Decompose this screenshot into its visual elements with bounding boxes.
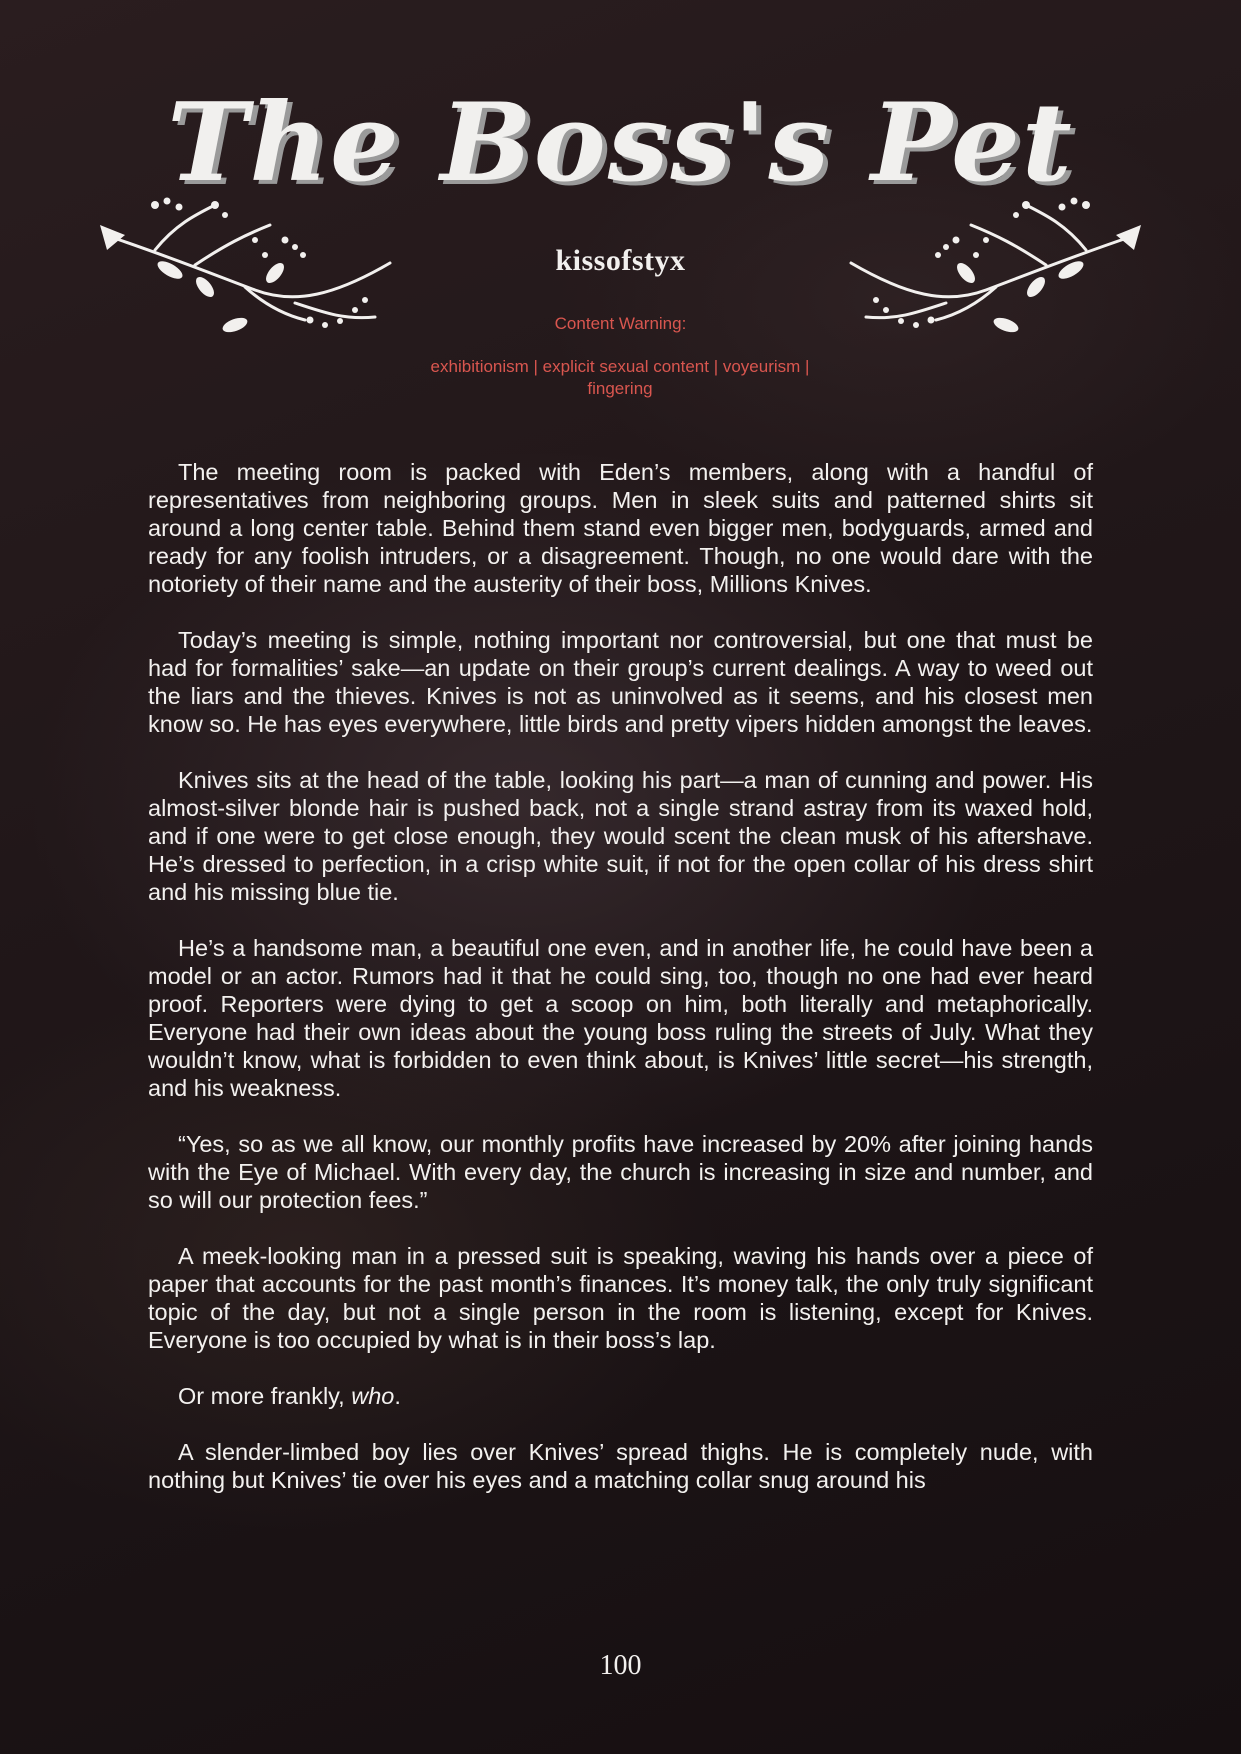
paragraph: He’s a handsome man, a beautiful one even, and in another life, he could have been a model or an actor. Rumors had it that he could sing, too, though no one had ever heard proof. Reporters were dying to get a scoop on him, both literally and metaphorically. Everyone had their own ideas about the young boss ruling the streets of July. What they wouldn’t know, what is forbidden to even think about, is Knives’ little secret—his strength, and his weakness. bbox=[148, 935, 1093, 1101]
story-title: The Boss's Pet bbox=[167, 80, 1074, 206]
emphasized-word: who bbox=[351, 1383, 395, 1409]
paragraph-text: Or more frankly, bbox=[178, 1383, 352, 1409]
paragraph-short bbox=[148, 1382, 1093, 1410]
page-number: 100 bbox=[599, 1650, 642, 1681]
author-name: kissofstyx bbox=[555, 244, 686, 277]
content-warning-label: Content Warning: bbox=[554, 314, 687, 333]
paragraph: “Yes, so as we all know, our monthly profits have increased by 20% after joining hands with the Eye of Michael. With every day, the church is increasing in size and number, and so will our protection fees.” bbox=[148, 1131, 1093, 1213]
paragraph: A slender-limbed boy lies over Knives’ spread thighs. He is completely nude, with nothing but Knives’ tie over his eyes and a matching collar snug around his bbox=[148, 1439, 1093, 1493]
paragraph: The meeting room is packed with Eden’s members, along with a handful of representatives from neighboring groups. Men in sleek suits and patterned shirts sit around a long center table. Behind them stand even bigger men, bodyguards, armed and ready for any foolish intruders, or a disagreement. Though, no one would dare with the notoriety of their name and the austerity of their boss, Millions Knives. bbox=[148, 459, 1093, 597]
story-body bbox=[148, 458, 1093, 1522]
paragraph-punctuation: . bbox=[394, 1383, 401, 1409]
paragraph: A meek-looking man in a pressed suit is speaking, waving his hands over a piece of paper that accounts for the past month’s finances. It’s money talk, the only truly significant topic of the day, but not a single person in the room is listening, except for Knives. Everyone is too occupied by what is in their boss’s lap. bbox=[148, 1243, 1093, 1353]
paragraph: Knives sits at the head of the table, looking his part—a man of cunning and power. His almost-silver blonde hair is pushed back, not a single strand astray from its waxed hold, and if one were to get close enough, they would scent the clean musk of his aftershave. He’s dressed to perfection, in a crisp white suit, if not for the open collar of his dress shirt and his missing blue tie. bbox=[148, 767, 1093, 905]
content-warning-text: exhibitionism | explicit sexual content | voyeurism | fingering bbox=[430, 357, 810, 398]
paragraph: Today’s meeting is simple, nothing important nor controversial, but one that must be had for formalities’ sake—an update on their group’s current dealings. A way to weed out the liars and the thieves. Knives is not as uninvolved as it seems, and his closest men know so. He has eyes everywhere, little birds and pretty vipers hidden amongst the leaves. bbox=[148, 627, 1093, 737]
